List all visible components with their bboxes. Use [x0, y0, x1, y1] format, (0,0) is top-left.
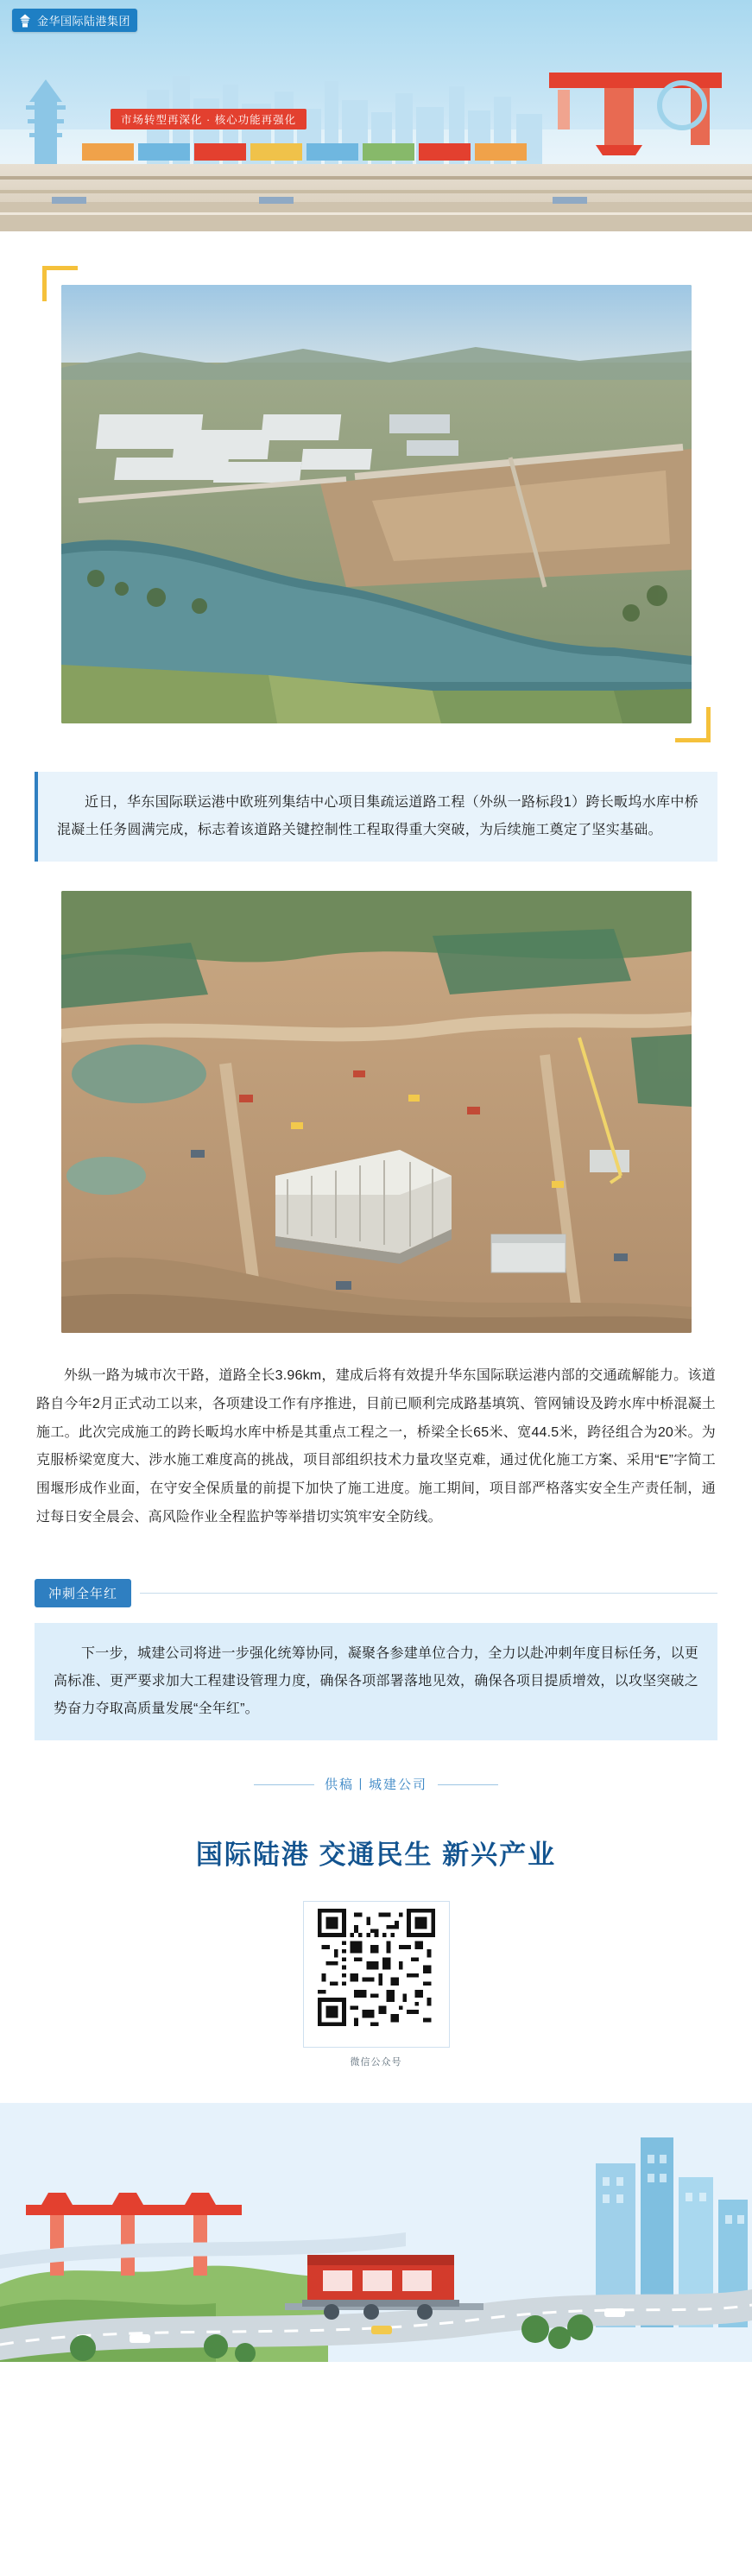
qr-section — [303, 1901, 450, 2068]
brand-logo-text: 金华国际陆港集团 — [37, 15, 131, 28]
section-header — [35, 1579, 717, 1607]
footer-illustration — [0, 2103, 752, 2362]
qr-caption: 微信公众号 — [350, 2056, 402, 2068]
banner-ground — [0, 164, 752, 231]
credit-rule-left — [254, 1784, 314, 1785]
qr-code-icon[interactable] — [303, 1901, 450, 2048]
pagoda-logo-icon — [17, 13, 33, 28]
photo-aerial-overview — [61, 285, 692, 723]
credit-rule-right — [438, 1784, 498, 1785]
article-content — [0, 285, 752, 2362]
section-body-text: 下一步，城建公司将进一步强化统筹协同，凝聚各参建单位合力，全力以赴冲刺年度目标任务，以更高标准、更严要求加大工程建设管理力度，确保各项部署落地见效，确保各项目提质增效，以攻坚突破之势奋力夺取高质量发展“全年红”。 — [54, 1645, 698, 1716]
header-banner — [0, 0, 752, 231]
photo-2-wrapper — [61, 891, 692, 1333]
section-divider — [140, 1593, 717, 1594]
photo-bridge-site — [61, 891, 692, 1333]
credit-text: 供稿丨城建公司 — [324, 1777, 427, 1792]
credit-line — [152, 1775, 601, 1793]
lead-paragraph-text: 近日，华东国际联运港中欧班列集结中心项目集疏运道路工程（外纵一路标段1）跨长畈坞水库中桥混凝土任务圆满完成，标志着该道路关键控制性工程取得重大突破，为后续施工奠定了坚实基础。 — [57, 795, 698, 837]
roadway-illustration — [0, 164, 752, 231]
section-tag-label: 冲刺全年红 — [35, 1579, 131, 1607]
bridge-site-illustration — [61, 891, 692, 1333]
body-paragraph: 外纵一路为城市次干路，道路全长3.96km，建成后将有效提升华东国际联运港内部的交通疏解能力。该道路自今年2月正式动工以来，各项建设工作有序推进，目前已顺利完成路基填筑、管网铺设及跨水库中桥混凝土施工。此次完成施工的跨长畈坞水库中桥是其重点工程之一，桥梁全长65米、宽44.5米，跨径组合为20米。为克服桥梁宽度大、涉水施工难度高的挑战，项目部组织技术力量攻坚克难，通过优化施工方案、采用“E”字简工围堰形成作业面，在守安全保质量的前提下加快了施工进度。施工期间，项目部严格落实安全生产责任制，通过每日安全晨会、高风险作业全程监护等举措切实筑牢安全防线。 — [36, 1368, 716, 1525]
page-headline: 国际陆港 交通民生 新兴产业 — [195, 1839, 557, 1870]
photo-1-wrapper — [61, 285, 692, 723]
brand-logo[interactable] — [12, 9, 137, 32]
footer-city-illustration — [0, 2103, 752, 2362]
qr-code-matrix — [318, 1909, 435, 2026]
banner-slogan: 市场转型再深化 · 核心功能再强化 — [111, 109, 306, 129]
lead-paragraph-box — [35, 772, 717, 862]
aerial-overview-illustration — [61, 285, 692, 723]
section-body-block — [35, 1623, 717, 1740]
